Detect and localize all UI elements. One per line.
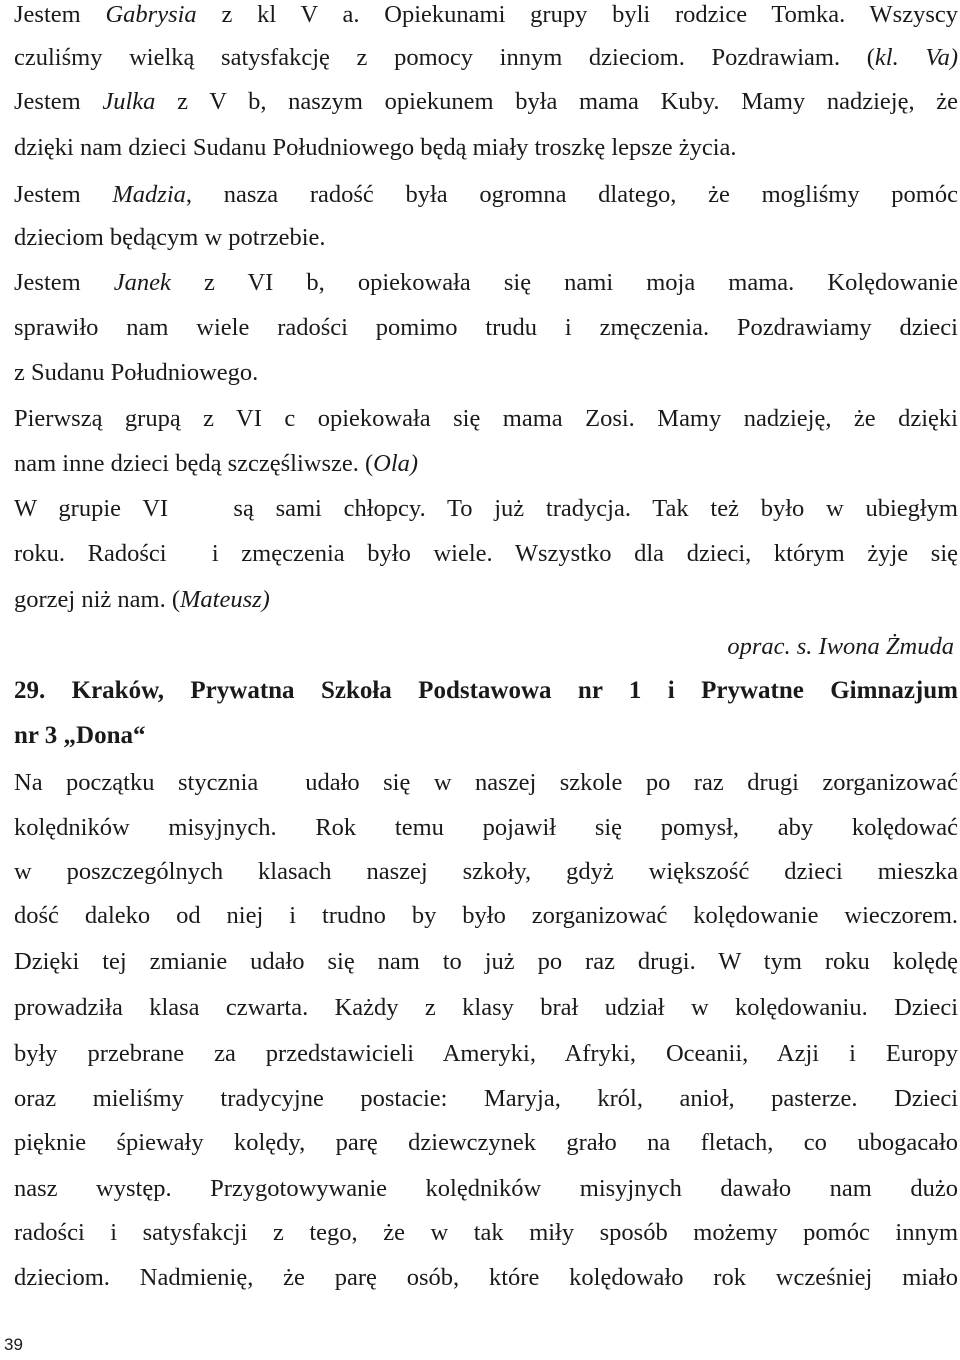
text-span: Jestem	[14, 181, 113, 208]
text-span: W grupie VI są sami chłopcy. To już tradycja. Tak też było w ubiegłym	[14, 495, 958, 522]
text-span: radości i satysfakcji z tego, że w tak miły sposób możemy pomóc innym	[14, 1219, 958, 1246]
text-line	[14, 1174, 958, 1204]
author-signature	[14, 632, 958, 662]
text-span: Jestem	[14, 1, 106, 28]
student-name: Ola)	[373, 450, 419, 477]
text-line	[14, 585, 958, 615]
text-span: Na początku stycznia udało się w naszej szkole po raz drugi zorganizować	[14, 769, 958, 796]
text-line	[14, 133, 958, 163]
student-name: Madzia	[112, 181, 186, 208]
text-span: roku. Radości i zmęczenia było wiele. Wszystko dla dzieci, którym żyje się	[14, 540, 958, 567]
text-line	[14, 768, 958, 798]
text-span: , nasza radość była ogromna dlatego, że mogliśmy pomóc	[185, 181, 958, 208]
text-line	[14, 901, 958, 931]
text-line	[14, 539, 958, 569]
section-heading-continued	[14, 721, 958, 751]
text-line	[14, 449, 958, 479]
student-name: Gabrysia	[105, 1, 197, 28]
text-span: z VI b, opiekowała się nami moja mama. Kolędowanie	[170, 269, 958, 296]
text-line	[14, 43, 958, 73]
text-line	[14, 313, 958, 343]
text-line	[14, 358, 958, 388]
text-span: kolędników misyjnych. Rok temu pojawił się pomysł, aby kolędować	[14, 814, 958, 841]
student-name: Mateusz)	[180, 586, 270, 613]
text-span: Jestem	[14, 269, 114, 296]
text-span: z kl V a. Opiekunami grupy byli rodzice Tomka. Wszyscy	[196, 1, 958, 28]
text-line	[14, 1218, 958, 1248]
text-span: prowadziła klasa czwarta. Każdy z klasy brał udział w kolędowaniu. Dzieci	[14, 994, 958, 1021]
text-line	[14, 947, 958, 977]
text-span: oraz mieliśmy tradycyjne postacie: Maryja, król, anioł, pasterze. Dzieci	[14, 1085, 958, 1112]
signature-text: oprac. s. Iwona Żmuda	[727, 633, 954, 660]
text-span: Pierwszą grupą z VI c opiekowała się mama Zosi. Mamy nadzieję, że dzięki	[14, 405, 958, 432]
text-span: pięknie śpiewały kolędy, parę dziewczynek grało na fletach, co ubogacało	[14, 1129, 958, 1156]
page-number: 39	[4, 1335, 23, 1354]
text-span: sprawiło nam wiele radości pomimo trudu i zmęczenia. Pozdrawiamy dzieci	[14, 314, 958, 341]
text-span: dzieciom. Nadmienię, że parę osób, które kolędowało rok wcześniej miało	[14, 1264, 958, 1291]
student-name: Julka	[102, 88, 156, 115]
text-line	[14, 993, 958, 1023]
text-span: nam inne dzieci będą szczęśliwsze. (	[14, 450, 374, 477]
heading-text: 29. Kraków, Prywatna Szkoła Podstawowa nr 1 i Prywatne Gimnazjum	[14, 677, 958, 704]
text-line	[14, 857, 958, 887]
text-line	[14, 1128, 958, 1158]
section-heading	[14, 676, 958, 706]
text-span: dzieciom będącym w potrzebie.	[14, 224, 326, 251]
text-line	[14, 0, 958, 30]
text-line	[14, 494, 958, 524]
text-span: z Sudanu Południowego.	[14, 359, 259, 386]
text-span: czuliśmy wielką satysfakcję z pomocy innym dzieciom. Pozdrawiam. (	[14, 44, 875, 71]
class-signature: kl. Va)	[874, 44, 959, 71]
text-line	[14, 180, 958, 210]
text-span: z V b, naszym opiekunem była mama Kuby. Mamy nadzieję, że	[155, 88, 958, 115]
text-span: Jestem	[14, 88, 103, 115]
text-line	[14, 223, 958, 253]
text-span: dzięki nam dzieci Sudanu Południowego będą miały troszkę lepsze życia.	[14, 134, 737, 161]
text-line	[14, 404, 958, 434]
text-span: Dzięki tej zmianie udało się nam to już po raz drugi. W tym roku kolędę	[14, 948, 958, 975]
text-span: gorzej niż nam. (	[14, 586, 180, 613]
text-line	[14, 1039, 958, 1069]
text-span: w poszczególnych klasach naszej szkoły, gdyż większość dzieci mieszka	[14, 858, 958, 885]
text-line	[14, 268, 958, 298]
text-span: były przebrane za przedstawicieli Ameryki, Afryki, Oceanii, Azji i Europy	[14, 1040, 958, 1067]
text-span: dość daleko od niej i trudno by było zorganizować kolędowanie wieczorem.	[14, 902, 958, 929]
heading-text: nr 3 „Dona“	[14, 722, 146, 749]
text-line	[14, 1263, 958, 1293]
text-span: nasz występ. Przygotowywanie kolędników misyjnych dawało nam dużo	[14, 1175, 958, 1202]
text-line	[14, 1084, 958, 1114]
text-line	[14, 813, 958, 843]
student-name: Janek	[113, 269, 171, 296]
text-line	[14, 87, 958, 117]
